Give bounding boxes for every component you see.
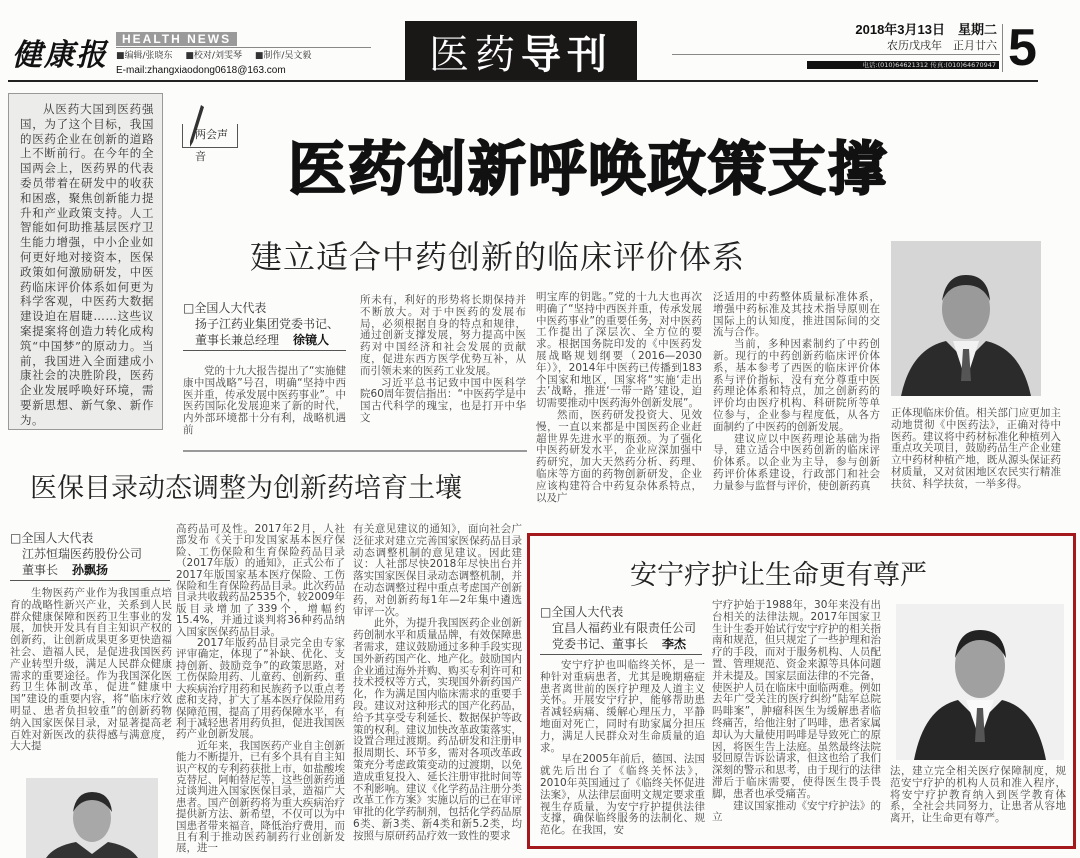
byline-name: 李杰	[662, 637, 687, 651]
article3-byline	[540, 604, 702, 655]
paragraph: 正体现临床价值。相关部门应更加主动地贯彻《中医药法》，正确对待中医药。建议将中药材标准化种植列入重点攻关项目，鼓励药品生产企业建立中药材种植产地，既从源头保证药材质量，又对贫困地区农民实行精准扶贫、科学扶贫，一举多得。	[891, 407, 1061, 490]
article1-column-2	[360, 295, 526, 425]
editor-email: E-mail:zhangxiaodong0618@163.com	[116, 65, 286, 76]
producer-credit: ■制作/吴文毅	[254, 51, 312, 61]
paragraph: 建议国家推动《安宁疗护法》的立	[712, 799, 881, 824]
page-headline: 医药创新呼唤政策支撑	[288, 135, 889, 203]
paragraph: 安宁疗护也叫临终关怀，是一种针对重病患者，尤其是晚期癌症患者离世前的医疗护理及人道主义关怀。开展安宁疗护，能够帮助患者减轻病痛、缓解心理压力，平静地面对死亡，同时有助家属分担压力，满足人民群众对生命质量的追求。	[540, 659, 705, 754]
article2-column-3	[353, 524, 522, 843]
article1-column-3	[536, 292, 702, 504]
article3-column-3	[890, 766, 1066, 825]
article1-column-4	[713, 292, 880, 493]
page-number: 5	[1008, 19, 1037, 77]
editor-credits	[116, 51, 321, 62]
paragraph: 生物医药产业作为我国重点培育的战略性新兴产业，关系到人民群众健康保障和医药卫生事业的发展，加快开发具有自主知识产权的创新药，让创新成果更多更快造福社会、造福人民，是促进我国医药产业转型升级，满足人民群众健康需求的重要途径。作为我国深化医药卫生体制改革，促进“健康中国”建设的重要内容，将“临床疗效明显、患者负担较重”的创新药物纳入国家医保目录，对显著提高老百姓对新医改的获得感与满意度，大大提	[10, 587, 172, 753]
author-photo-sun-piaoyang	[26, 778, 158, 858]
paragraph: 所未有，利好的形势将长期保持并不断放大。对于中医药的发展布局，必须根据自身的特点和规律，通过创新支撑发展，努力提高中医药对中国经济和社会发展的贡献度，促进东西方医学优势互补，从而引领未来的医药工业发展。	[360, 294, 526, 377]
byline-org: 宜昌人福药业有限责任公司	[552, 621, 697, 635]
section-title-plain: 医药	[429, 31, 521, 78]
header-rule	[8, 80, 1038, 82]
paragraph: 然而，医药研发投资大、见效慢，一直以来都是中国医药企业赶超世界先进水平的瓶颈。为了强化中医药研发水平，企业应深加强中药研究，加大天然药分析、药理、临床等方面的药物创新研发，企业应该构建符合中药复杂体系特点，以及广	[536, 408, 702, 504]
portrait-icon	[891, 241, 1041, 396]
editor-note-text: 从医药大国到医药强国，为了这个目标，我国的医药企业在创新的道路上不断前行。在今年的全国两会上，医药界的代表委员带着在研发中的收获和困惑，聚焦创新能力提升和产业政策支持。人工智能如何助推基层医疗卫生能力增强，中小企业如何更好地对接资本，医保政策如何激励研发，中医药临床评价体系如何更为科学客观，中医药大数据建设迫在眉睫……这些议案提案将创造力转化成构筑“中国梦”的原动力。当前，我国进入全面建成小康社会的决胜阶段，医药企业发展呼唤好环境，需要新思想、新气象、新作为。	[20, 102, 154, 427]
paragraph: 早在2005年前后，德国、法国就先后出台了《临终关怀法》，2010年英国通过了《临终关怀促进法案》，从法律层面明文规定要求重视生存质量，为安宁疗护提供法律支撑，确保临终服务的法制化、规范化。在我国，安	[540, 753, 705, 837]
paragraph: 宁疗护始于1988年，30年来没有出台相关的法律法规。2017年国家卫生计生委开始试行安宁疗护的相关指南和规范，但只规定了一些护理和治疗的手段，而对于服务机构、人员配置、管理规范、资金来源等具体问题并未提及。国家层面法律的不完备，使医护人员在临床中面临两难。例如去年广受关注的医疗纠纷“陆军总院吗啡案”，肿瘤科医生为缓解患者临终痛苦，给他注射了吗啡，患者家属却认为大量使用吗啡是导致死亡的原因，将医生告上法庭。虽然最终法院驳回原告诉讼请求，但这也给了我们深刻的警示和思考，由于现行的法律滞后于临床需要，使得医生畏手畏脚，患者也承受痛苦。	[712, 599, 881, 800]
lunar-date: 农历戊戌年 正月廿六	[887, 39, 997, 52]
byline-position: 董事长	[22, 563, 59, 577]
newspaper-logo: 健康报	[12, 38, 108, 73]
section-title-bold: 导刊	[521, 31, 613, 78]
paragraph: 2017年版药品目录完全由专家评审确定，体现了“补缺、优化、支持创新、鼓励竞争”的政策思路，对工伤保险用药、儿童药、创新药、重大疾病治疗用药和民族药予以重点考虑和支持，扩大了基本医疗保险用药保障范围，提高了用药保障水平，有利于减轻患者用药负担，促进我国医药产业创新发展。	[176, 637, 345, 741]
section-masthead	[405, 21, 637, 81]
author-photo-li-jie	[896, 604, 1064, 760]
issue-date: 2018年3月13日 星期二	[855, 22, 997, 37]
article2-column-2	[176, 524, 345, 855]
article1-column-1	[183, 366, 346, 437]
article2-title: 医保目录动态调整为创新药培育土壤	[30, 473, 462, 504]
proofreader-credit: ■校对/刘雯琴	[185, 51, 242, 61]
section-divider	[183, 450, 527, 452]
contact-phone: 电话:(010)64621312 传真:(010)64670947	[807, 61, 999, 69]
portrait-icon	[26, 778, 158, 858]
article3-title: 安宁疗护让生命更有尊严	[630, 560, 927, 591]
portrait-icon	[896, 604, 1064, 760]
page-number-divider	[1002, 24, 1003, 72]
author-photo-xu-jingren	[891, 241, 1041, 396]
byline-name: 徐镜人	[293, 333, 330, 347]
byline-role: □全国人大代表	[183, 301, 267, 315]
byline-position: 党委书记、董事长	[552, 637, 649, 651]
byline-role: □全国人大代表	[10, 531, 94, 545]
article1-title: 建立适合中药创新的临床评价体系	[250, 238, 746, 276]
paragraph: 近年来，我国医药产业自主创新能力不断提升，已有多个具有自主知识产权的专利药获批上市，如盐酸埃克替尼、阿帕替尼等，这些创新药通过谈判进入国家医保目录，造福广大患者。国产创新药将为重大疾病治疗提供新方法、新希望，不仅可以为中国患者带来福音，降低治疗费用，而且有利于推动医药制药行业创新发展，进一	[176, 739, 345, 855]
column-tag: 两会声音	[182, 124, 238, 148]
editor-note-box	[8, 93, 163, 430]
paragraph: 泛适用的中药整体质量标准体系，增强中药标准及其技术指导原则在国际上的认知度，推进国际间的交流与合作。	[713, 291, 880, 339]
byline-org: 江苏恒瑞医药股份公司	[22, 547, 143, 561]
paragraph: 习近平总书记致中国中医科学院60周年贺信指出：“中医药学是中国古代科学的瑰宝，也是打开中华文	[360, 376, 526, 424]
paragraph: 高药品可及性。2017年2月，人社部发布《关于印发国家基本医疗保险、工伤保险和生育保险药品目录（2017年版）的通知》，正式公布了2017年版国家基本医疗保险、工伤保险和生育保险药品目录。此次药品目录共收载药品2535个，较2009年版目录增加了339个，增幅约15.4%，并通过谈判将36种药品纳入国家医保药品目录。	[176, 523, 345, 638]
byline-role: □全国人大代表	[540, 605, 624, 619]
paragraph: 明宝库的钥匙。”党的十九大也再次明确了“坚持中西医并重，传承发展中医药事业”的重要任务，对中医药工作提出了深层次、全方位的要求。根据国务院印发的《中医药发展战略规划纲要（2016—2030年）》，2014年中医药已传播到183个国家和地区，国家将“实施‘走出去’战略，推进‘一带一路’建设，迫切需要推动中医药海外创新发展”。	[536, 291, 702, 410]
byline-org: 扬子江药业集团党委书记、	[195, 317, 340, 331]
article2-byline	[10, 530, 170, 581]
paragraph: 法，建立完全相关医疗保障制度，规范安宁疗护的机构人员和准入程序，将安宁疗护教育纳入到医学教育体系，全社会共同努力，让患者从容地离开，让生命更有尊严。	[890, 765, 1066, 825]
health-news-label: HEALTH NEWS	[116, 32, 237, 46]
paragraph: 当前，多种因素制约了中药创新。现行的中药创新药临床评价体系，基本参考了西医的临床评价体系与评价指标，没有充分尊重中医药理论体系和特点，加之创新药的评价均由医疗机构、科研院所等单位参与，企业参与程度低，从各方面制约了中医药的创新发展。	[713, 338, 880, 433]
header-divider	[116, 47, 371, 48]
article1-byline	[183, 300, 346, 351]
date-divider	[672, 54, 1000, 55]
article3-column-2	[712, 600, 881, 824]
byline-name: 孙飘扬	[72, 563, 109, 577]
editor-credit: ■编辑/张晓东	[116, 51, 173, 61]
paragraph: 党的十九大报告提出了“实施健康中国战略”号召，明确“坚持中西医并重，传承发展中医药事业”。中医药国际化发展迎来了新的时代，内外部环境都十分有利，战略机遇前	[183, 365, 346, 436]
article3-column-1	[540, 660, 705, 837]
article2-column-1	[10, 588, 172, 753]
paragraph: 有关意见建议的通知》，面向社会广泛征求对建立完善国家医保药品目录动态调整机制的意见建议。因此建议：人社部尽快2018年尽快出台并落实国家医保目录动态调整机制，并在动态调整过程中重点考虑国产创新药，对创新药每1年—2年集中遴选审评一次。	[353, 523, 522, 618]
byline-position: 董事长兼总经理	[195, 333, 280, 347]
article1-column-5	[891, 408, 1061, 491]
paragraph: 此外，为提升我国医药企业创新药创制水平和质量品牌，有效保障患者需求，建议鼓励通过多种手段实现国外新药国产化、地产化。鼓励国内企业通过海外并购、购买专利许可和技术授权等方式，实现国外新药国产化，作为满足国内临床需求的重要手段。建议对这种形式的国产化药品，给予其享受专利延长、数据保护等政策的权利。建议加快改革政策落实，设置合理过渡期。药品研发和注册申报周期长、环节多，需对各项改革政策充分考虑政策变动的过渡期，以免造成重复投入、延长注册审批时间等不利影响。建议《化学药品注册分类改革工作方案》实施以后的已在审评审批的化学药制剂，包括化学药品原6类、新3类、新4类和新5.2类，均按照与原研药品疗效一致性的要求	[353, 617, 522, 842]
paragraph: 建议应以中医药理论基础为指导，建立适合中医药创新的临床评价体系。以企业为主导，参与创新药评价体系建设，行政部门和社会力量参与监督与评价，使创新药真	[713, 432, 880, 492]
